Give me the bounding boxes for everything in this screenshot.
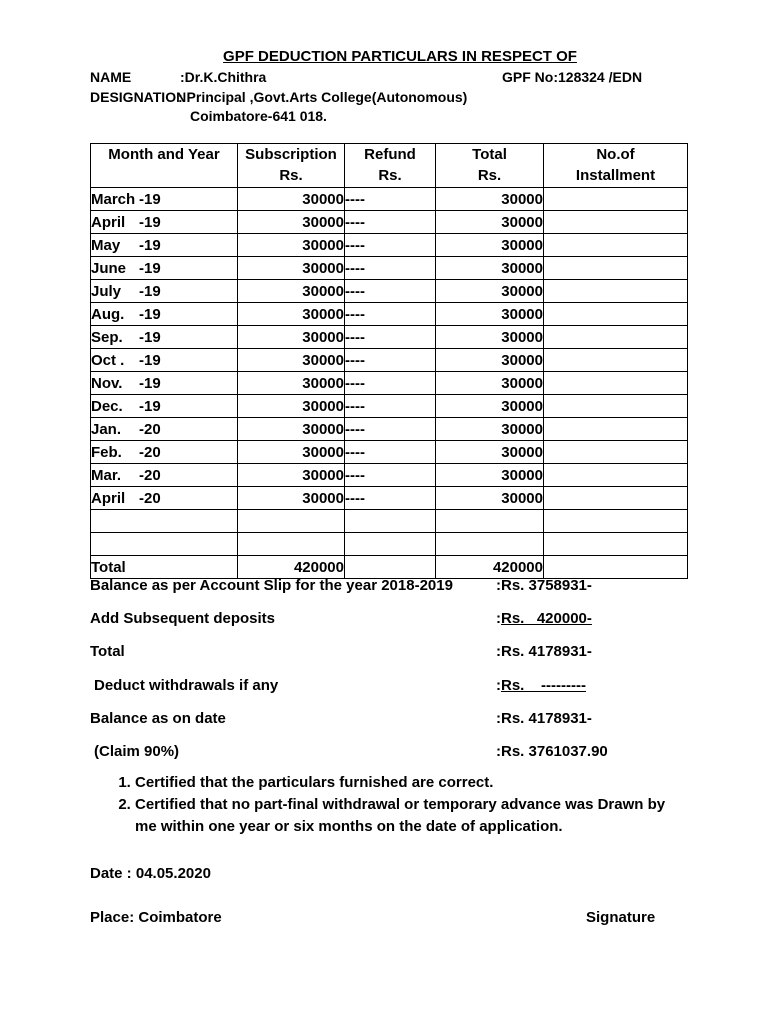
table-row-blank bbox=[91, 510, 688, 533]
total-label: Total bbox=[91, 556, 238, 579]
total-cell: 30000 bbox=[436, 280, 544, 303]
installment-cell bbox=[544, 326, 688, 349]
header-installment: No.of Installment bbox=[544, 144, 688, 188]
month-cell: May -19 bbox=[91, 234, 238, 257]
refund-cell: ---- bbox=[345, 487, 436, 510]
installment-cell bbox=[544, 464, 688, 487]
withdrawals-label: Deduct withdrawals if any bbox=[94, 677, 279, 694]
subscription-cell: 30000 bbox=[238, 487, 345, 510]
subscription-cell: 30000 bbox=[238, 303, 345, 326]
month-cell: Mar. -20 bbox=[91, 464, 238, 487]
month-cell: March -19 bbox=[91, 188, 238, 211]
balance-date-label: Balance as on date bbox=[90, 710, 226, 727]
header-refund: Refund Rs. bbox=[345, 144, 436, 188]
table-row bbox=[91, 441, 688, 464]
installment-cell bbox=[544, 211, 688, 234]
installment-cell bbox=[544, 395, 688, 418]
total-cell: 30000 bbox=[436, 395, 544, 418]
total-label-summary: Total bbox=[90, 643, 125, 660]
table-row bbox=[91, 487, 688, 510]
total-cell: 30000 bbox=[436, 303, 544, 326]
installment-cell bbox=[544, 280, 688, 303]
table-row bbox=[91, 257, 688, 280]
refund-cell: ---- bbox=[345, 257, 436, 280]
certification-list bbox=[90, 772, 675, 838]
total-cell: 30000 bbox=[436, 464, 544, 487]
month-cell: Sep. -19 bbox=[91, 326, 238, 349]
refund-cell: ---- bbox=[345, 234, 436, 257]
table-total-row bbox=[91, 556, 688, 579]
designation-value: : Principal ,Govt.Arts College(Autonomous) bbox=[178, 89, 468, 105]
gpf-table bbox=[90, 143, 688, 579]
installment-cell bbox=[544, 487, 688, 510]
total-cell: 30000 bbox=[436, 234, 544, 257]
month-cell: April -20 bbox=[91, 487, 238, 510]
subscription-cell: 30000 bbox=[238, 349, 345, 372]
gpf-value: 128324 /EDN bbox=[558, 69, 643, 85]
total-cell: 30000 bbox=[436, 257, 544, 280]
installment-cell bbox=[544, 418, 688, 441]
name-value: :Dr.K.Chithra bbox=[180, 69, 267, 85]
designation-label: DESIGNATION bbox=[90, 89, 187, 105]
table-row bbox=[91, 395, 688, 418]
installment-cell bbox=[544, 188, 688, 211]
installment-cell bbox=[544, 349, 688, 372]
table-row bbox=[91, 188, 688, 211]
page-title: GPF DEDUCTION PARTICULARS IN RESPECT OF bbox=[223, 48, 577, 65]
certification-item: 2. Certified that no part-final withdrawal or temporary advance was Drawn by me within one year or six months on the date of application. bbox=[135, 794, 675, 838]
refund-cell: ---- bbox=[345, 188, 436, 211]
subscription-cell: 30000 bbox=[238, 280, 345, 303]
place-value: Coimbatore bbox=[138, 909, 222, 926]
refund-cell: ---- bbox=[345, 280, 436, 303]
installment-cell bbox=[544, 257, 688, 280]
subscription-cell: 30000 bbox=[238, 395, 345, 418]
table-row bbox=[91, 326, 688, 349]
month-cell: July -19 bbox=[91, 280, 238, 303]
month-cell: April -19 bbox=[91, 211, 238, 234]
refund-cell: ---- bbox=[345, 395, 436, 418]
total-cell: 30000 bbox=[436, 326, 544, 349]
gpf-label: GPF No: bbox=[502, 69, 558, 85]
refund-cell: ---- bbox=[345, 303, 436, 326]
total-total: 420000 bbox=[436, 556, 544, 579]
month-cell: Nov. -19 bbox=[91, 372, 238, 395]
refund-cell: ---- bbox=[345, 326, 436, 349]
month-cell: Feb. -20 bbox=[91, 441, 238, 464]
installment-cell bbox=[544, 234, 688, 257]
total-cell: 30000 bbox=[436, 211, 544, 234]
refund-cell: ---- bbox=[345, 211, 436, 234]
header-total: Total Rs. bbox=[436, 144, 544, 188]
balance-value: :Rs. 3758931- bbox=[496, 577, 592, 594]
installment-cell bbox=[544, 303, 688, 326]
table-row bbox=[91, 234, 688, 257]
subscription-cell: 30000 bbox=[238, 188, 345, 211]
subscription-cell: 30000 bbox=[238, 257, 345, 280]
refund-cell: ---- bbox=[345, 372, 436, 395]
total-cell: 30000 bbox=[436, 441, 544, 464]
total-cell: 30000 bbox=[436, 487, 544, 510]
refund-cell: ---- bbox=[345, 418, 436, 441]
withdrawals-value: :Rs. --------- bbox=[496, 677, 586, 694]
certification-item: 1. Certified that the particulars furnished are correct. bbox=[135, 772, 675, 794]
subscription-cell: 30000 bbox=[238, 234, 345, 257]
table-row bbox=[91, 372, 688, 395]
total-cell: 30000 bbox=[436, 372, 544, 395]
signature-label: Signature bbox=[586, 909, 656, 926]
subscription-cell: 30000 bbox=[238, 326, 345, 349]
refund-cell: ---- bbox=[345, 464, 436, 487]
balance-label: Balance as per Account Slip for the year 2018-2019 bbox=[90, 577, 453, 594]
date-line: Date : 04.05.2020 bbox=[90, 865, 211, 882]
balance-date-value: :Rs. 4178931- bbox=[496, 710, 592, 727]
claim-label: (Claim 90%) bbox=[94, 743, 180, 760]
header-subscription: Subscription Rs. bbox=[238, 144, 345, 188]
deposits-label: Add Subsequent deposits bbox=[90, 610, 276, 627]
table-row bbox=[91, 349, 688, 372]
table-row bbox=[91, 280, 688, 303]
subscription-cell: 30000 bbox=[238, 418, 345, 441]
header-month: Month and Year bbox=[91, 144, 238, 188]
table-row bbox=[91, 418, 688, 441]
table-row-blank bbox=[91, 533, 688, 556]
subscription-cell: 30000 bbox=[238, 464, 345, 487]
month-cell: Oct . -19 bbox=[91, 349, 238, 372]
installment-cell bbox=[544, 372, 688, 395]
total-cell: 30000 bbox=[436, 188, 544, 211]
total-value-summary: :Rs. 4178931- bbox=[496, 643, 592, 660]
deposits-value: :Rs. 420000- bbox=[496, 610, 592, 627]
installment-cell bbox=[544, 441, 688, 464]
total-subscription: 420000 bbox=[238, 556, 345, 579]
refund-cell: ---- bbox=[345, 349, 436, 372]
total-cell: 30000 bbox=[436, 418, 544, 441]
claim-value: :Rs. 3761037.90 bbox=[496, 743, 608, 760]
month-cell: Dec. -19 bbox=[91, 395, 238, 418]
refund-cell: ---- bbox=[345, 441, 436, 464]
subscription-cell: 30000 bbox=[238, 441, 345, 464]
table-row bbox=[91, 211, 688, 234]
month-cell: Aug. -19 bbox=[91, 303, 238, 326]
total-cell: 30000 bbox=[436, 349, 544, 372]
table-row bbox=[91, 303, 688, 326]
address-value: Coimbatore-641 018. bbox=[190, 108, 327, 124]
place-line: Place: Coimbatore bbox=[90, 909, 222, 926]
subscription-cell: 30000 bbox=[238, 211, 345, 234]
table-header-row bbox=[91, 144, 688, 188]
date-value: 04.05.2020 bbox=[135, 865, 211, 882]
subscription-cell: 30000 bbox=[238, 372, 345, 395]
month-cell: Jan. -20 bbox=[91, 418, 238, 441]
month-cell: June -19 bbox=[91, 257, 238, 280]
table-row bbox=[91, 464, 688, 487]
name-label: NAME bbox=[90, 69, 132, 85]
